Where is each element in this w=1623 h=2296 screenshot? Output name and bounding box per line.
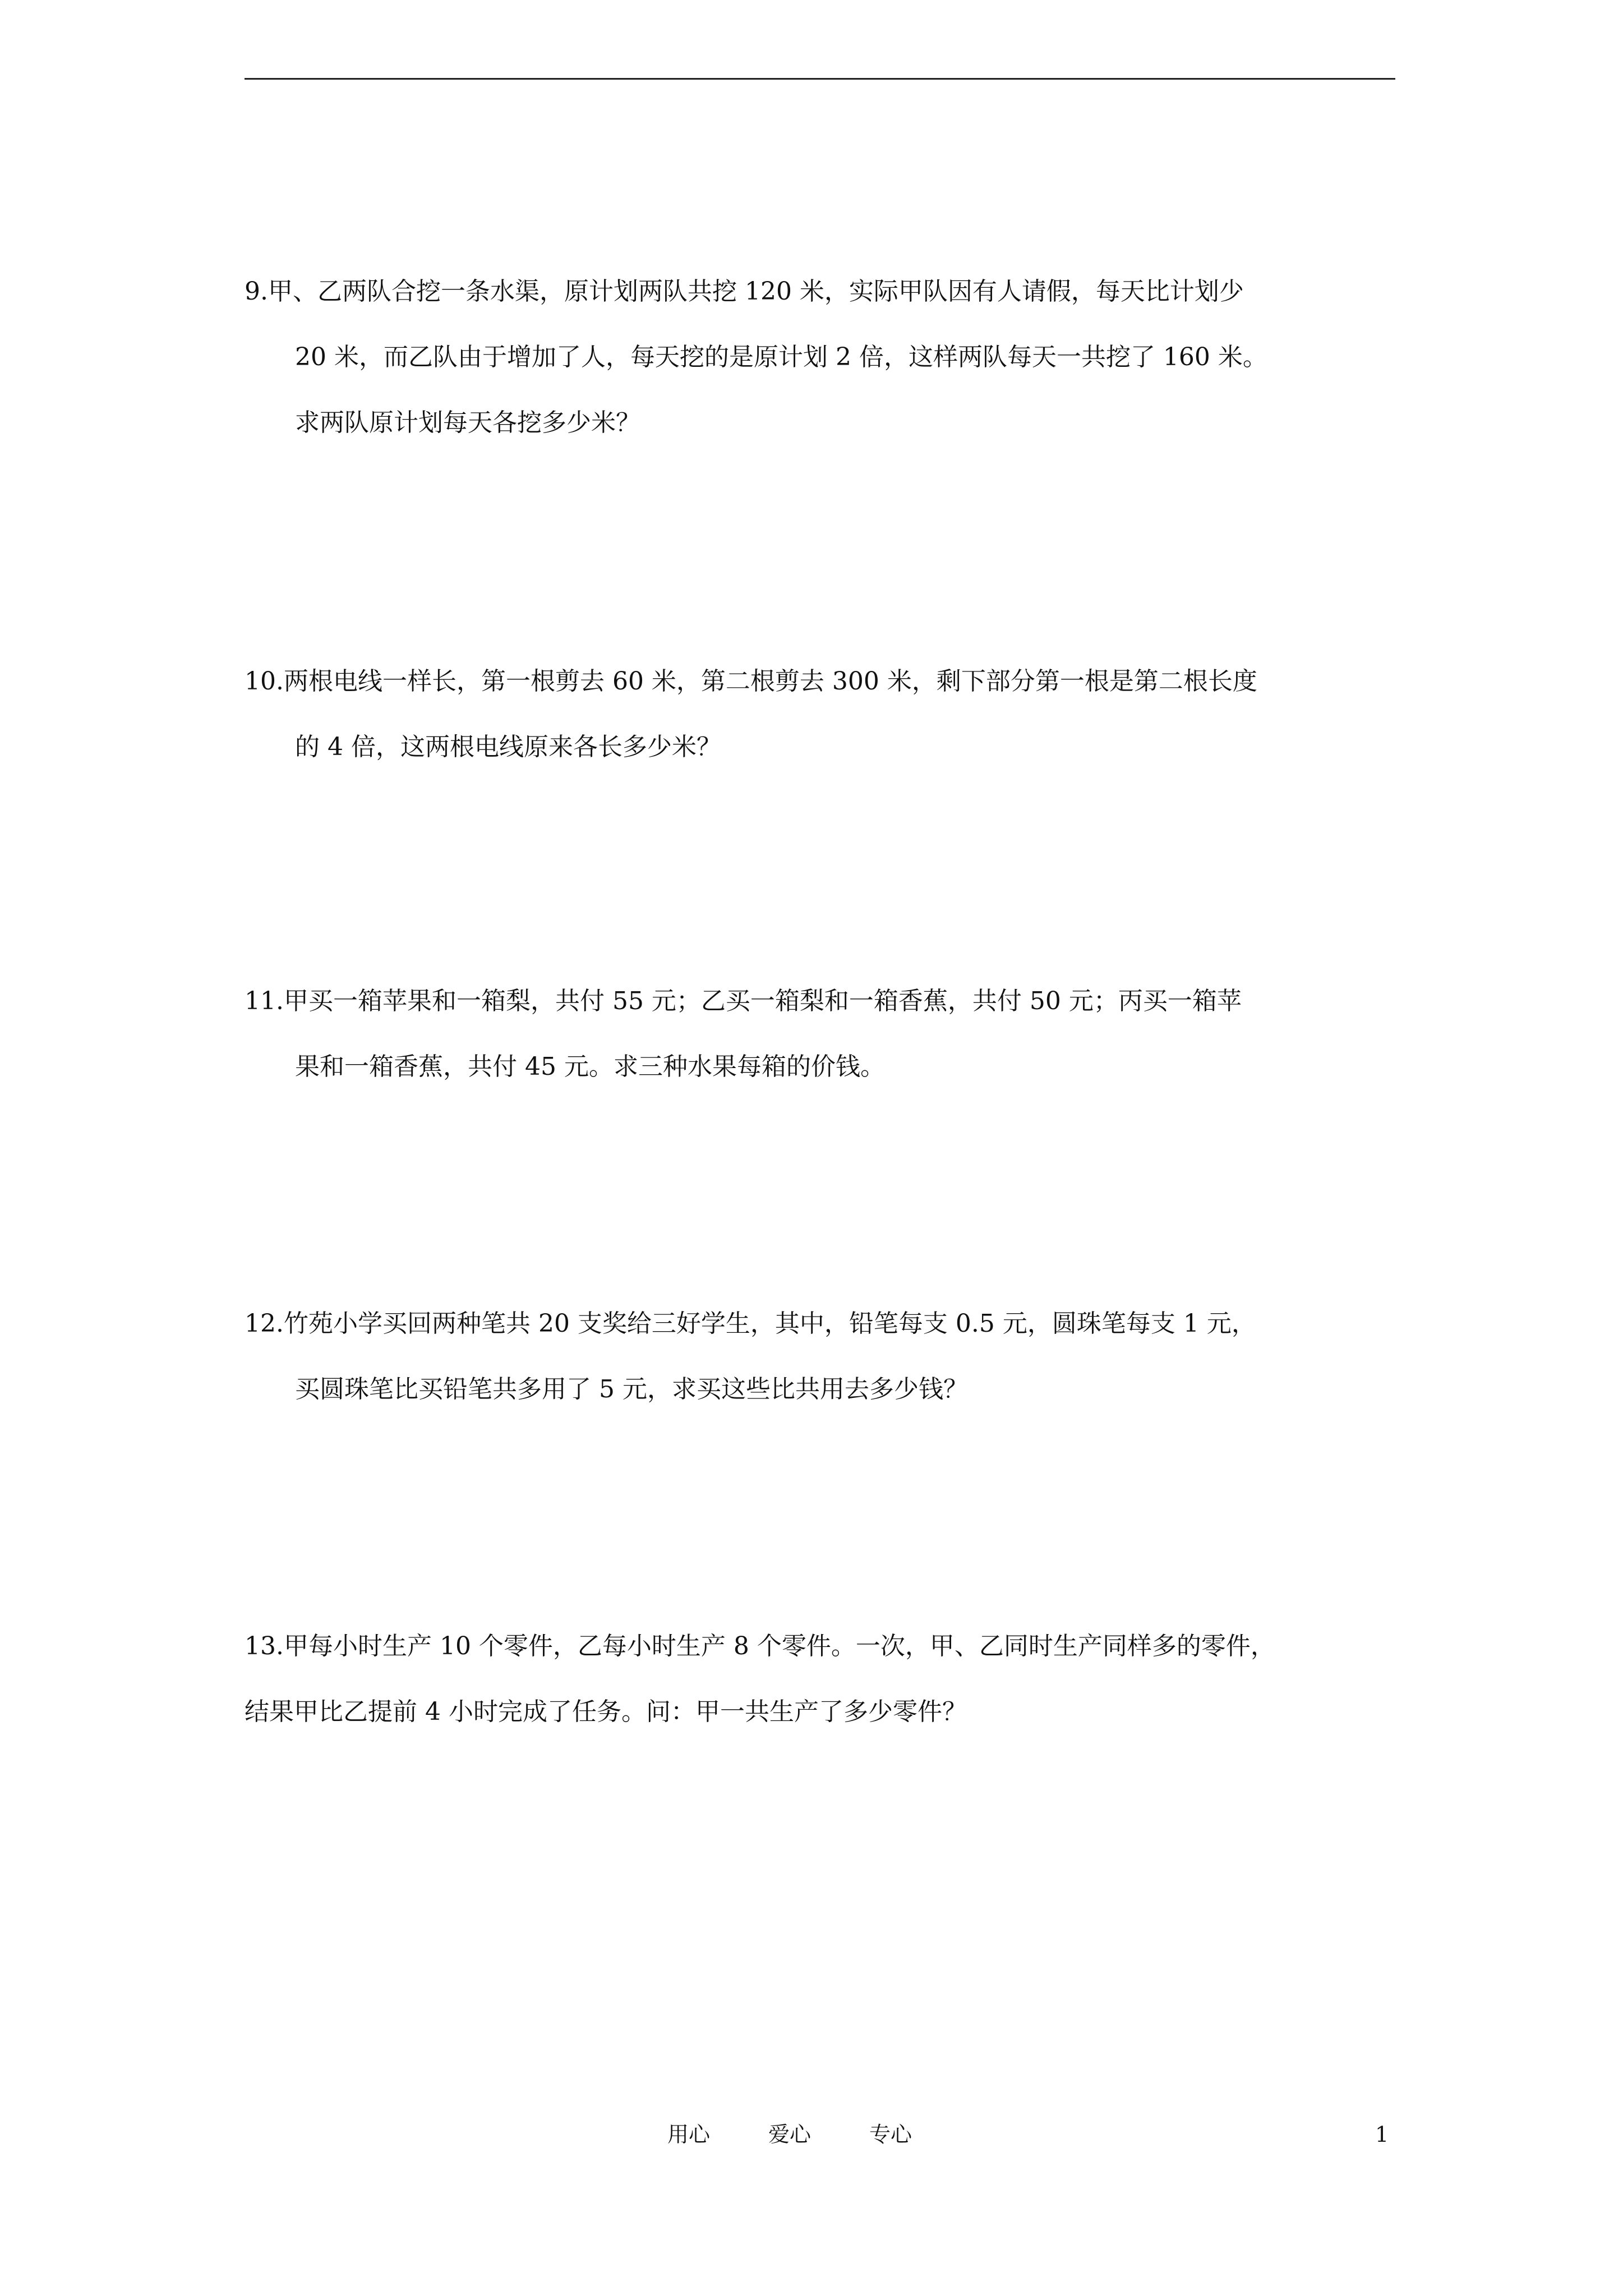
problem-11-line-1: 11.甲买一箱苹果和一箱梨，共付 55 元；乙买一箱梨和一箱香蕉，共付 50 元；丙买一箱苹 — [245, 987, 1242, 1015]
footer-motto-2: 爱心 — [768, 2122, 811, 2147]
problem-13-line-1: 13.甲每小时生产 10 个零件，乙每小时生产 8 个零件。一次，甲、乙同时生产同样多的零件， — [245, 1632, 1275, 1660]
problem-9-line-1: 9.甲、乙两队合挖一条水渠，原计划两队共挖 120 米，实际甲队因有人请假，每天比计划少 — [245, 277, 1244, 306]
problem-11-line-2: 果和一箱香蕉，共付 45 元。求三种水果每箱的价钱。 — [295, 1052, 885, 1081]
problem-13-line-2: 结果甲比乙提前 4 小时完成了任务。问：甲一共生产了多少零件？ — [245, 1697, 967, 1726]
problem-9-line-3: 求两队原计划每天各挖多少米？ — [295, 408, 640, 437]
footer-motto-3: 专心 — [869, 2122, 912, 2147]
page-number: 1 — [1375, 2122, 1389, 2147]
problem-12-line-2: 买圆珠笔比买铅笔共多用了 5 元，求买这些比共用去多少钱？ — [295, 1375, 968, 1404]
problem-10-line-1: 10.两根电线一样长，第一根剪去 60 米，第二根剪去 300 米，剩下部分第一根是第二根长度 — [245, 667, 1257, 696]
problem-12-line-1: 12.竹苑小学买回两种笔共 20 支奖给三好学生，其中，铅笔每支 0.5 元，圆珠笔每支 1 元， — [245, 1309, 1256, 1338]
header-rule — [245, 78, 1395, 80]
problem-10-line-2: 的 4 倍，这两根电线原来各长多少米？ — [295, 733, 721, 761]
footer-motto-1: 用心 — [667, 2122, 711, 2147]
problem-9-line-2: 20 米，而乙队由于增加了人，每天挖的是原计划 2 倍，这样两队每天一共挖了 160 米。 — [295, 343, 1267, 371]
